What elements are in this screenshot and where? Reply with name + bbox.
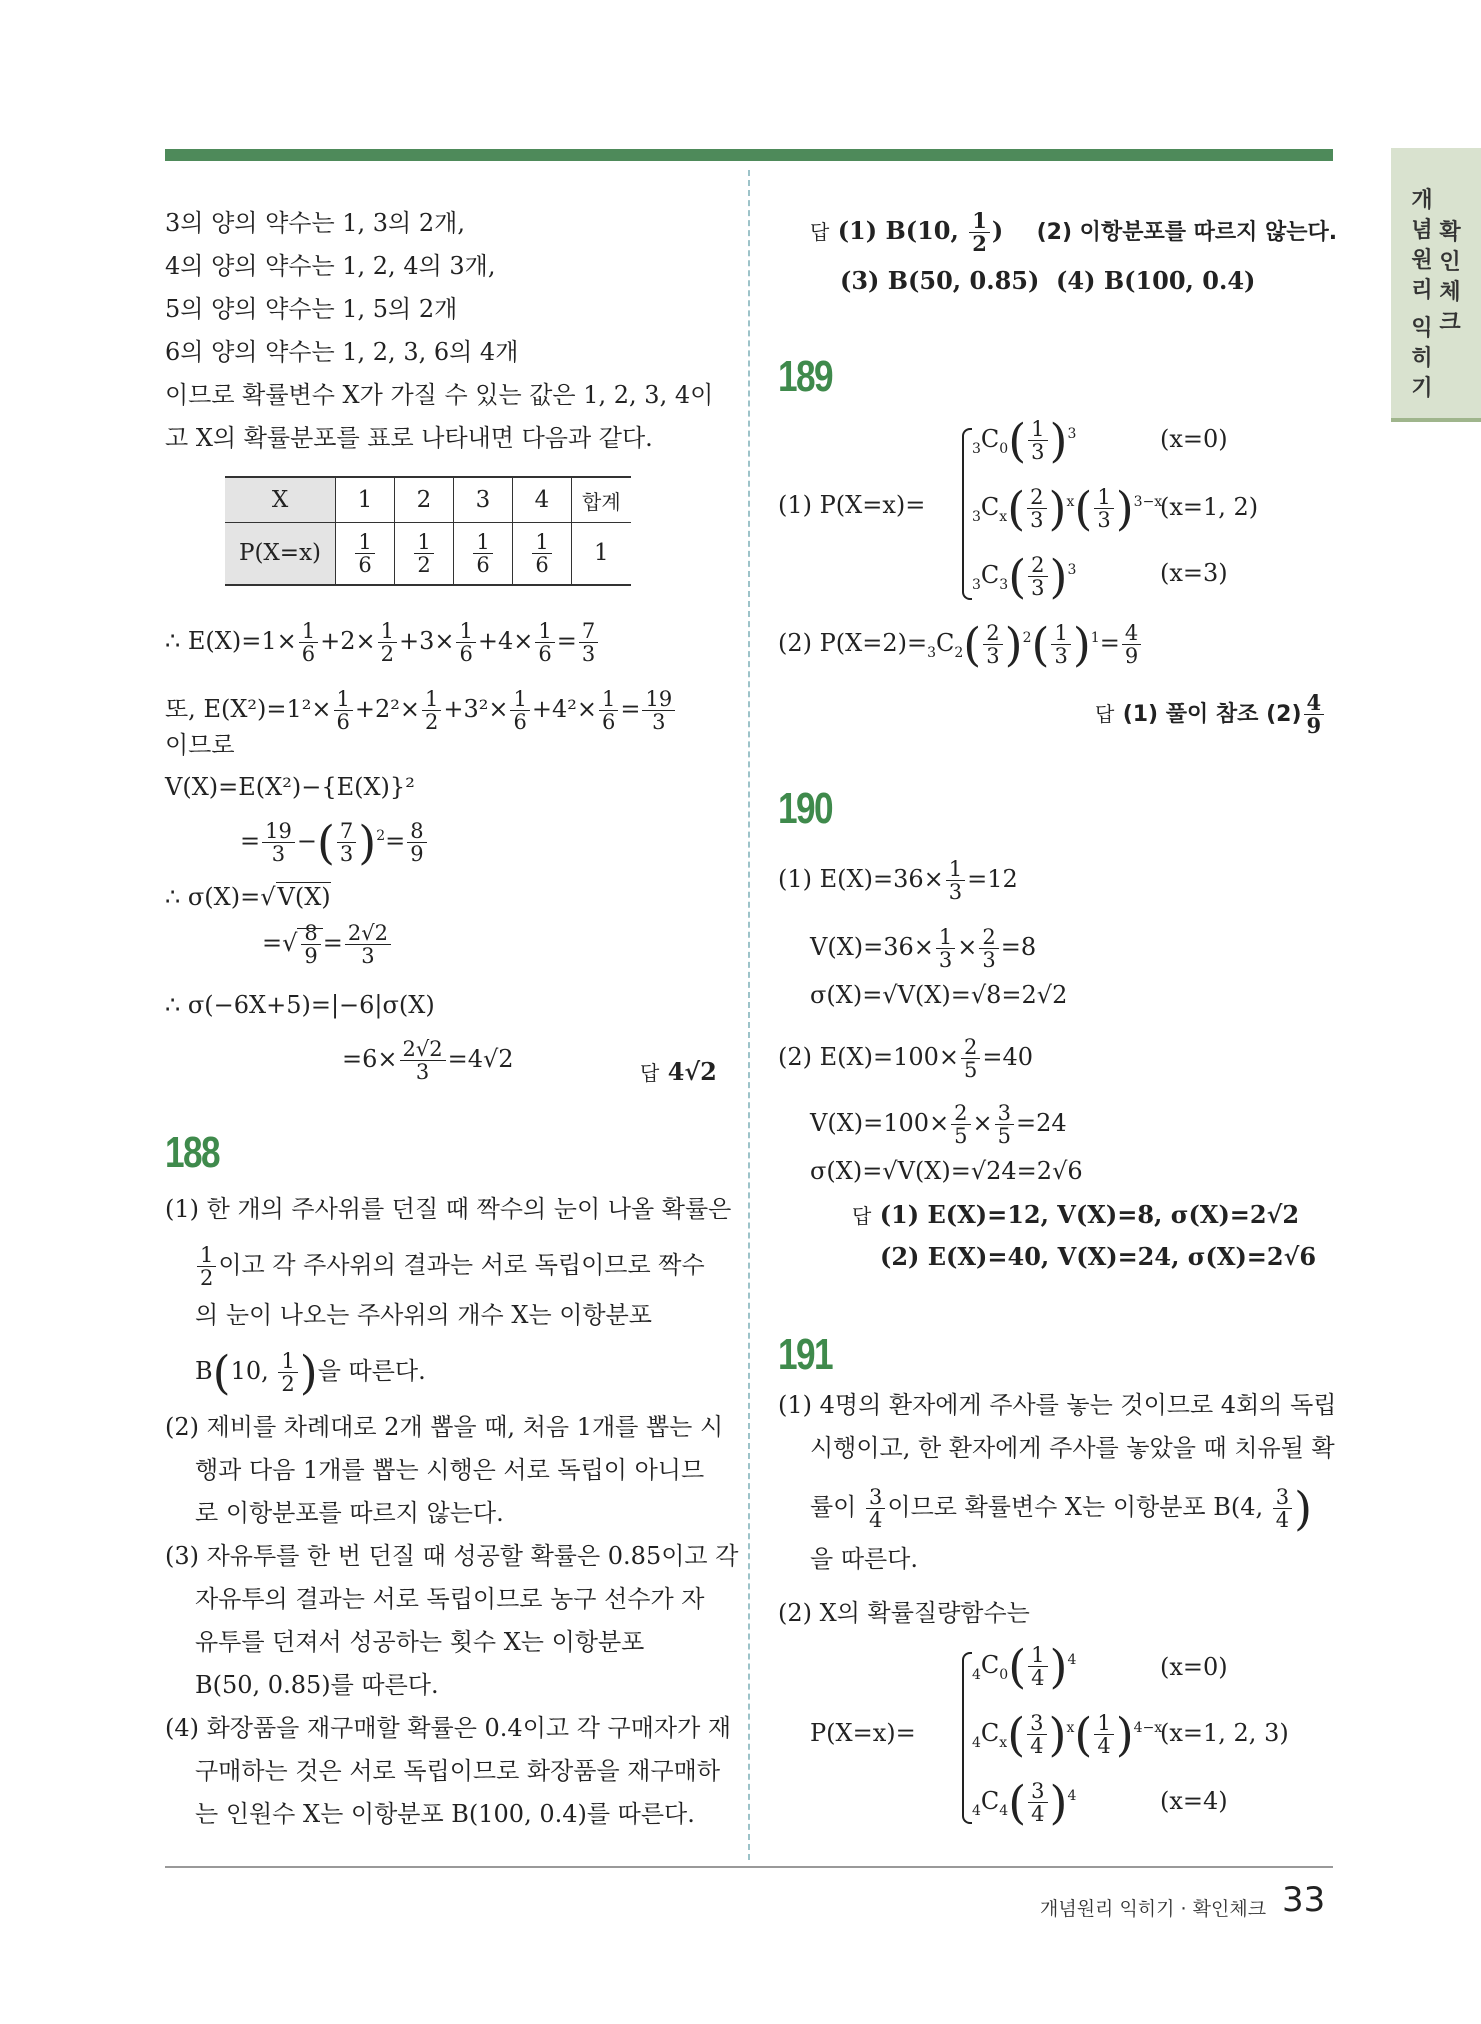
calc-line: V(X)=100× $\frac{2}{5}$ × $\frac{3}{5}$ =24	[810, 1101, 1067, 1148]
case-condition: (x=4)	[1160, 1787, 1228, 1815]
case-3: $_3C_3$( $\frac{2}{3}$ )$^3$	[972, 549, 1077, 604]
probability-table	[225, 476, 631, 586]
table-cell: $\frac{1}{2}$	[395, 523, 454, 585]
table-header-cell: 1	[336, 477, 395, 523]
problem-number: 191	[778, 1330, 832, 1379]
text-line: 시행이고, 한 환자에게 주사를 놓았을 때 치유될 확	[810, 1434, 1335, 1462]
case-2: $_4C_x$( $\frac{3}{4}$ )$^x$( $\frac{1}{4}$ )$^{4-x}$	[972, 1707, 1163, 1762]
case-condition: (x=1, 2, 3)	[1160, 1719, 1289, 1747]
text-line: (1) 한 개의 주사위를 던질 때 짝수의 눈이 나올 확률은	[165, 1195, 732, 1223]
sigma-transform-line-2: =6× $\frac{2√2}{3}$ =4√2	[342, 1037, 514, 1084]
side-tab[interactable]	[1391, 148, 1481, 422]
text-line: 는 인원수 X는 이항분포 B(100, 0.4)를 따른다.	[195, 1800, 695, 1828]
case-1: $_3C_0$( $\frac{1}{3}$ )$^3$	[972, 413, 1077, 468]
expectation-line: ∴ E(X)=1× $\frac{1}{6}$ +2× $\frac{1}{2}$ +3× $\frac{1}{6}$ +4× $\frac{1}{6}$ = $\frac{7}{3}$	[165, 620, 600, 665]
table-header-cell: 3	[454, 477, 513, 523]
text-line: 이므로	[165, 731, 235, 759]
table-cell: $\frac{1}{6}$	[513, 523, 572, 585]
pmf-lhs: (1) P(X=x)=	[778, 491, 926, 519]
table-header-cell: X	[225, 477, 336, 523]
text-line: 자유투의 결과는 서로 독립이므로 농구 선수가 자	[195, 1585, 705, 1613]
text-line: 률이 $\frac{3}{4}$ 이므로 확률변수 X는 이항분포 B(4, $\frac{3}{4}$ )	[810, 1481, 1313, 1536]
text-line: 구매하는 것은 서로 독립이므로 화장품을 재구매하	[195, 1757, 721, 1785]
answer-188-2: (3) B(50, 0.85) (4) B(100, 0.4)	[840, 266, 1256, 295]
text-line: 3의 양의 약수는 1, 3의 2개,	[165, 209, 465, 237]
text-line: $\frac{1}{2}$ 이고 각 주사위의 결과는 서로 독립이므로 짝수	[195, 1244, 705, 1289]
calc-line: (2) E(X)=100× $\frac{2}{5}$ =40	[778, 1035, 1034, 1082]
case-3: $_4C_4$( $\frac{3}{4}$ )$^4$	[972, 1775, 1077, 1830]
sigma-transform-line: ∴ σ(−6X+5)=|−6|σ(X)	[165, 991, 435, 1019]
text-line: (3) 자유투를 한 번 던질 때 성공할 확률은 0.85이고 각	[165, 1542, 739, 1570]
text-line: (4) 화장품을 재구매할 확률은 0.4이고 각 구매자가 재	[165, 1714, 732, 1742]
table-cell: $\frac{1}{6}$	[454, 523, 513, 585]
problem-number: 188	[165, 1128, 219, 1177]
text-line: B(50, 0.85)를 따른다.	[195, 1671, 439, 1699]
header-green-bar	[165, 149, 1333, 161]
text-line: 유투를 던져서 성공하는 횟수 X는 이항분포	[195, 1628, 645, 1656]
second-moment-line: 또, E(X²)=1²× $\frac{1}{6}$ +2²× $\frac{1}{2}$ +3²× $\frac{1}{6}$ +4²× $\frac{1}{6}$ = $\frac{19}{3}$	[165, 688, 677, 733]
footer-text: 개념원리 익히기 · 확인체크	[1040, 1898, 1267, 1920]
text-line: (2) 제비를 차례대로 2개 뽑을 때, 처음 1개를 뽑는 시	[165, 1413, 724, 1441]
table-cell: 1	[572, 523, 631, 585]
table-header-cell: 4	[513, 477, 572, 523]
text-line: 이므로 확률변수 X가 가질 수 있는 값은 1, 2, 3, 4이	[165, 381, 714, 409]
calc-line: σ(X)=√V(X)=√24=2√6	[810, 1157, 1083, 1185]
column-divider	[748, 170, 750, 1860]
text-line: 고 X의 확률분포를 표로 나타내면 다음과 같다.	[165, 424, 653, 452]
table-row-label: P(X=x)	[225, 523, 336, 585]
footer-rule	[165, 1866, 1333, 1868]
answer-188: 답 (1) B(10, $\frac{1}{2}$ ) (2) 이항분포를 따르지 않는다.	[810, 208, 1338, 256]
text-line: 의 눈이 나오는 주사위의 개수 X는 이항분포	[195, 1301, 652, 1329]
text-line: 로 이항분포를 따르지 않는다.	[195, 1499, 504, 1527]
pmf-lhs: P(X=x)=	[810, 1719, 916, 1747]
calc-line: V(X)=36× $\frac{1}{3}$ × $\frac{2}{3}$ =8	[810, 925, 1037, 972]
case-brace	[962, 428, 972, 600]
text-line: 6의 양의 약수는 1, 2, 3, 6의 4개	[165, 338, 519, 366]
text-line: 을 따른다.	[810, 1545, 918, 1573]
table-cell: $\frac{1}{6}$	[336, 523, 395, 585]
text-line: 4의 양의 약수는 1, 2, 4의 3개,	[165, 252, 496, 280]
variance-line-2: = $\frac{19}{3}$ −( $\frac{7}{3}$ )$^2$= $\frac{8}{9}$	[240, 820, 429, 865]
text-line: (2) X의 확률질량함수는	[778, 1599, 1030, 1627]
case-2: $_3C_x$( $\frac{2}{3}$ )$^x$( $\frac{1}{3}$ )$^{3-x}$	[972, 481, 1163, 536]
prob-line: (2) $P(X=2)=_3C_2$( $\frac{2}{3}$ )$^2$( $\frac{1}{3}$ )$^1$= $\frac{4}{9}$	[778, 622, 1143, 668]
text-line: 5의 양의 약수는 1, 5의 2개	[165, 295, 458, 323]
answer-190: 답 (1) E(X)=12, V(X)=8, σ(X)=2√2	[852, 1200, 1300, 1229]
side-tab-line1: 개 념 원 리 익 히 기	[1411, 188, 1433, 401]
case-condition: (x=1, 2)	[1160, 493, 1259, 521]
variance-line: V(X)=E(X²)−{E(X)}²	[165, 773, 415, 801]
text-line: 행과 다음 1개를 뽑는 시행은 서로 독립이 아니므	[195, 1456, 705, 1484]
case-1: $_4C_0$( $\frac{1}{4}$ )$^4$	[972, 1639, 1077, 1694]
case-condition: (x=0)	[1160, 1653, 1228, 1681]
text-line: (1) 4명의 환자에게 주사를 놓는 것이므로 4회의 독립	[778, 1391, 1337, 1419]
calc-line: (1) E(X)=36× $\frac{1}{3}$ =12	[778, 857, 1018, 904]
answer: 답 4√2	[640, 1057, 717, 1086]
table-header-cell: 2	[395, 477, 454, 523]
text-line: B(10, $\frac{1}{2}$ )을 따른다.	[195, 1345, 426, 1400]
sigma-line: ∴ σ(X)=√V(X)	[165, 883, 331, 911]
side-tab-line2: 확 인 체 크	[1439, 220, 1461, 335]
sigma-line-2: =√ $\frac{8}{9}$ = $\frac{2√2}{3}$	[262, 922, 393, 967]
calc-line: σ(X)=√V(X)=√8=2√2	[810, 981, 1068, 1009]
problem-number: 190	[778, 784, 832, 833]
answer-189: 답 (1) 풀이 참조 (2) $\frac{4}{9}$	[1095, 692, 1326, 737]
case-condition: (x=3)	[1160, 559, 1228, 587]
case-condition: (x=0)	[1160, 425, 1228, 453]
problem-number: 189	[778, 352, 832, 401]
table-header-cell: 합계	[572, 477, 631, 523]
page-number: 33	[1282, 1880, 1326, 1920]
answer-190-2: (2) E(X)=40, V(X)=24, σ(X)=2√6	[880, 1242, 1317, 1271]
case-brace	[962, 1652, 972, 1824]
